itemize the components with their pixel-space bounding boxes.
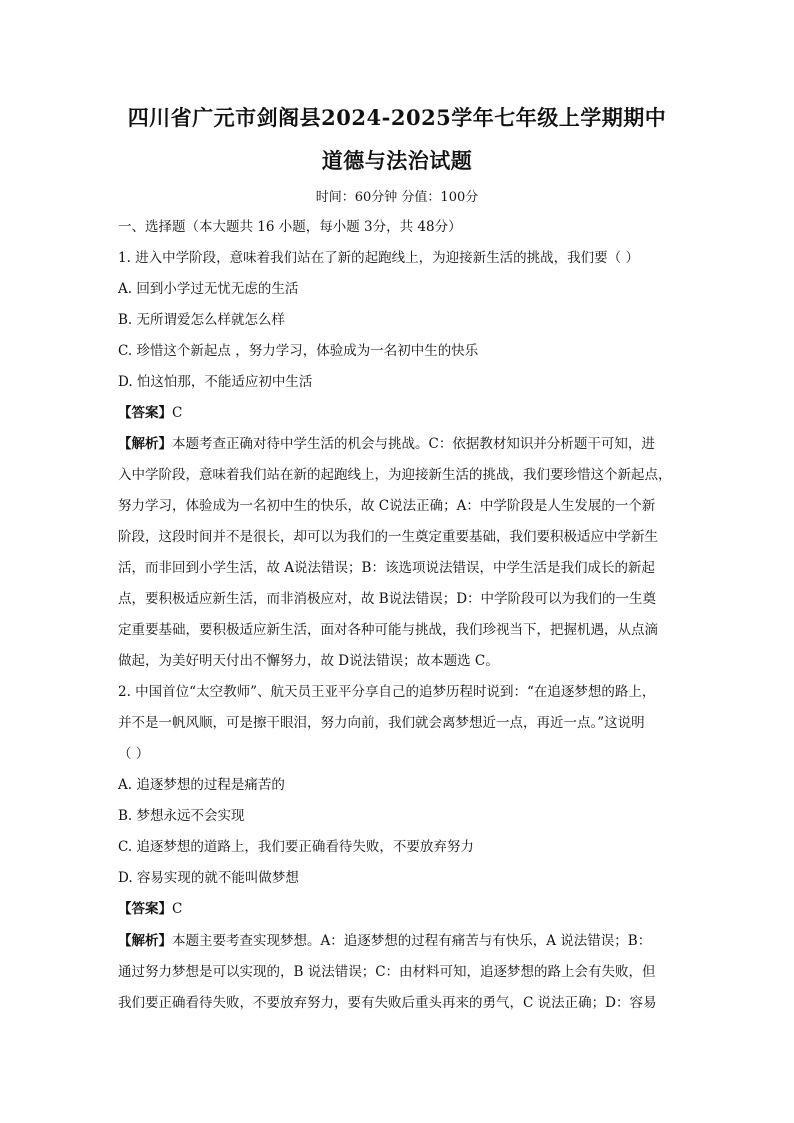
q2-option-b: B. 梦想永远不会实现	[118, 808, 245, 824]
q1-analysis-line: 努力学习，体验成为一名初中生的快乐，故 C说法正确；A：中学阶段是人生发展的一个新	[118, 498, 656, 514]
q1-analysis-line: 本题考查正确对待中学生活的机会与挑战。C：依据教材知识并分析题干可知，进	[172, 436, 655, 452]
title-line-1: 四川省广元市剑阁县2024-2025学年七年级上学期期中	[127, 105, 667, 130]
q1-analysis-line: 活，而非回到小学生活，故 A说法错误；B：该选项说法错误，中学生活是我们成长的新起	[118, 560, 655, 576]
q1-answer	[118, 403, 684, 423]
exam-meta: 时间：60分钟 分值：100分	[315, 190, 479, 205]
q2-analysis-label: 【解析】	[118, 933, 172, 949]
q1-analysis-line: 入中学阶段，意味着我们站在新的起跑线上，为迎接新生活的挑战，我们要珍惜这个新起点，	[118, 467, 672, 483]
q1-analysis	[118, 434, 684, 454]
title-line-2: 道德与法治试题	[321, 148, 473, 173]
q2-option-a: A. 追逐梦想的过程是痛苦的	[118, 777, 285, 793]
q1-analysis-line: 做起，为美好明天付出不懈努力，故 D说法错误；故本题选 C。	[118, 653, 499, 669]
q2-option-c: C. 追逐梦想的道路上，我们要正确看待失败，不要放弃努力	[118, 839, 474, 855]
section-heading: 一、选择题（本大题共 16 小题，每小题 3分，共 48分）	[118, 219, 462, 235]
q1-option-c: C. 珍惜这个新起点 ，努力学习，体验成为一名初中生的快乐	[118, 343, 479, 359]
q1-option-a: A. 回到小学过无忧无虑的生活	[118, 281, 299, 297]
q1-option-d: D. 怕这怕那，不能适应初中生活	[118, 374, 313, 390]
q1-analysis-line: 点，要积极适应新生活，而非消极应对，故 B说法错误；D：中学阶段可以为我们的一生奠	[118, 591, 657, 607]
q2-analysis	[118, 931, 684, 951]
q2-analysis-line: 通过努力梦想是可以实现的，B 说法错误；C：由材料可知，追逐梦想的路上会有失败，但	[118, 964, 656, 980]
q1-option-b: B. 无所谓爱怎么样就怎么样	[118, 312, 286, 328]
q2-answer-value: C	[172, 901, 183, 917]
q2-stem-line: 2. 中国首位“太空教师”、航天员王亚平分享自己的追梦历程时说到：“在追逐梦想的路上，	[118, 684, 656, 700]
q2-analysis-line: 我们要正确看待失败，不要放弃努力，要有失败后重头再来的勇气，C 说法正确；D：容易	[118, 995, 657, 1011]
q2-answer	[118, 899, 684, 919]
q2-option-d: D. 容易实现的就不能叫做梦想	[118, 870, 299, 886]
q2-stem-line: 并不是一帆风顺，可是擦干眼泪，努力向前，我们就会离梦想近一点，再近一点。”这说明	[118, 715, 645, 731]
q1-answer-value: C	[172, 405, 183, 421]
q1-analysis-line: 阶段，这段时间并不是很长，却可以为我们的一生奠定重要基础，我们要积极适应中学新生	[118, 529, 658, 545]
q1-analysis-label: 【解析】	[118, 436, 172, 452]
q2-analysis-line: 本题主要考查实现梦想。A：追逐梦想的过程有痛苦与有快乐，A 说法错误；B：	[172, 933, 652, 949]
q1-answer-label: 【答案】	[118, 405, 172, 421]
q1-stem: 1. 进入中学阶段，意味着我们站在了新的起跑线上，为迎接新生活的挑战，我们要（ ）	[118, 250, 639, 266]
q2-answer-label: 【答案】	[118, 901, 172, 917]
q1-analysis-line: 定重要基础，要积极适应新生活，面对各种可能与挑战，我们珍视当下，把握机遇，从点滴	[118, 622, 658, 638]
q2-stem-line: （ ）	[118, 746, 150, 762]
